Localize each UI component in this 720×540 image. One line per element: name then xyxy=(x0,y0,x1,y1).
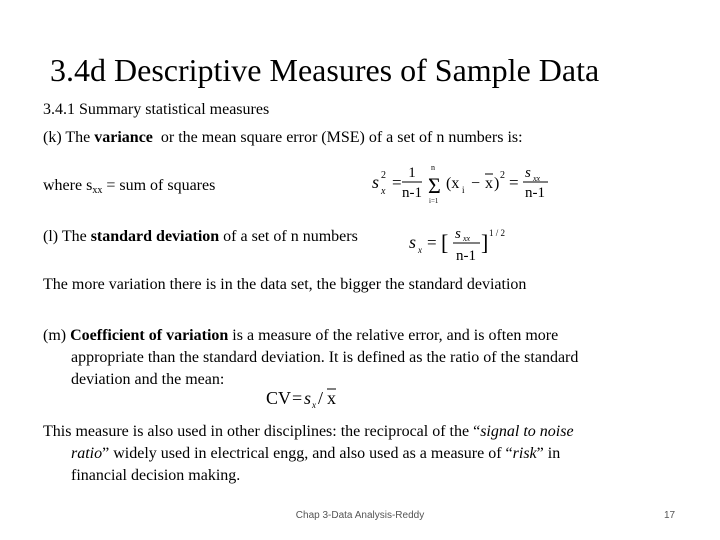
sd-exp: 1 / 2 xyxy=(489,228,506,238)
closing-line3: financial decision making. xyxy=(71,467,241,484)
std-dev-formula xyxy=(405,220,515,268)
var-frac1-num: 1 xyxy=(408,165,416,181)
sd-close: ] xyxy=(481,230,489,255)
std-dev-term: standard deviation xyxy=(90,228,220,245)
cv-s-sub: x xyxy=(312,400,316,410)
where-sub: xx xyxy=(92,185,103,196)
sum-of-squares-note xyxy=(43,175,215,202)
cv-label: CV xyxy=(266,388,292,408)
variance-formula xyxy=(368,158,558,208)
var-sum-bot: i=1 xyxy=(429,197,439,205)
closing-i1: signal to noise xyxy=(480,423,574,440)
var-lhs: s xyxy=(372,172,380,192)
var-eq: = xyxy=(392,173,402,192)
var-term-xbar: x xyxy=(485,175,493,192)
closing-p2: ” widely used in electrical engg, and also used as a measure of “ xyxy=(102,445,513,462)
var-sum: Σ xyxy=(428,173,441,198)
cv-term: Coefficient of variation xyxy=(70,327,229,344)
closing-p1: This measure is also used in other disciplines: the reciprocal of the “ xyxy=(43,423,481,440)
variation-note: The more variation there is in the data set, the bigger the standard deviation xyxy=(43,276,527,293)
cv-formula xyxy=(262,382,352,412)
sd-num: s xyxy=(455,226,461,242)
var-sum-top: n xyxy=(431,163,435,172)
var-term-close: ) xyxy=(494,175,500,192)
sd-lhs-sub: x xyxy=(418,245,422,255)
var-term-minus: − xyxy=(471,175,481,192)
var-frac1-den: n-1 xyxy=(402,185,422,201)
variance-term: variance xyxy=(94,129,153,146)
closing-line2 xyxy=(71,443,560,465)
subheading: 3.4.1 Summary statistical measures xyxy=(43,101,270,118)
slide-title: 3.4d Descriptive Measures of Sample Data xyxy=(50,52,600,88)
page-number: 17 xyxy=(664,510,676,521)
cv-slash: / xyxy=(318,388,324,408)
closing-i3: risk xyxy=(512,445,537,462)
var-term-sup: 2 xyxy=(500,170,505,181)
var-eq2: = xyxy=(509,173,519,192)
cv-definition-line2: appropriate than the standard deviation. It is defined as the ratio of the standard xyxy=(71,349,579,366)
var-frac2-den: n-1 xyxy=(525,185,545,201)
sd-open: [ xyxy=(441,230,449,255)
cv-s: s xyxy=(304,388,312,408)
cv-prefix: (m) xyxy=(43,327,71,344)
var-frac2-num-sub: xx xyxy=(533,174,541,183)
cv-rest: is a measure of the relative error, and is often more xyxy=(228,327,559,344)
std-dev-definition xyxy=(43,226,358,248)
where-prefix: where s xyxy=(43,177,93,194)
cv-definition-line3: deviation and the mean: xyxy=(71,371,225,388)
var-term-sub: i xyxy=(462,185,465,195)
var-frac2-num: s xyxy=(525,165,531,181)
closing-line1 xyxy=(43,421,574,443)
var-lhs-sub: x xyxy=(381,186,386,197)
cv-definition-line1 xyxy=(43,325,558,347)
where-rest: = sum of squares xyxy=(102,177,216,194)
std-dev-rest: of a set of n numbers xyxy=(219,228,358,245)
sd-den: n-1 xyxy=(456,248,476,264)
footer-text: Chap 3-Data Analysis-Reddy xyxy=(295,510,425,521)
closing-p3: ” in xyxy=(536,445,561,462)
closing-i2: ratio xyxy=(71,445,103,462)
sd-num-sub: xx xyxy=(463,234,471,243)
variance-prefix: (k) The xyxy=(43,129,95,146)
sd-lhs: s xyxy=(409,232,417,252)
std-dev-prefix: (l) The xyxy=(43,228,91,245)
cv-xbar: x xyxy=(327,388,336,408)
variance-rest: or the mean square error (MSE) of a set of n numbers is: xyxy=(152,129,523,146)
sd-eq: = xyxy=(427,233,437,252)
var-term-open: (x xyxy=(446,175,460,192)
variance-definition xyxy=(43,127,523,149)
cv-eq: = xyxy=(292,388,303,408)
var-lhs-sup: 2 xyxy=(381,170,386,181)
